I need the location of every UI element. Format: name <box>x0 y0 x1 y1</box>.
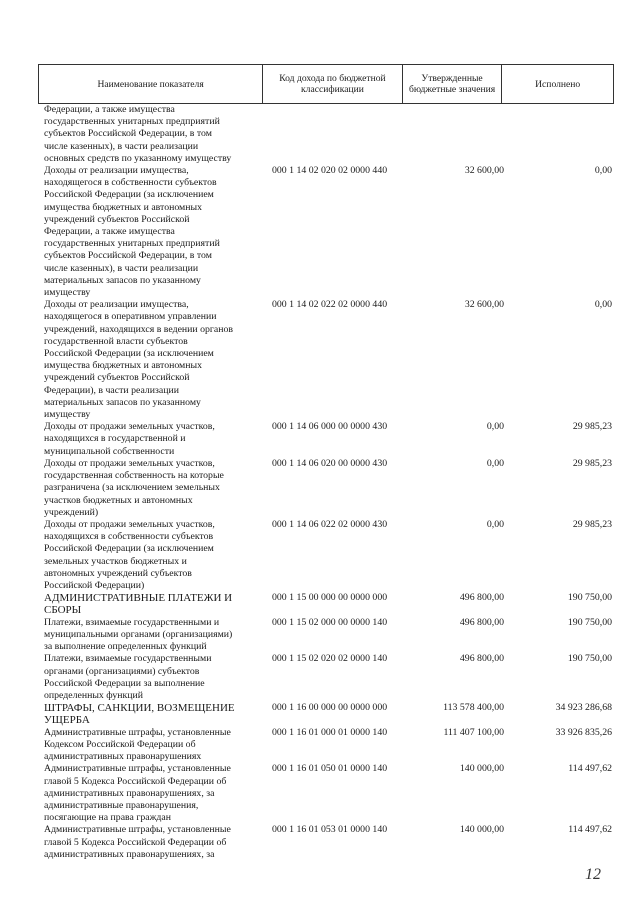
table-row <box>44 165 614 299</box>
row-code: 000 1 16 01 050 01 0000 140 <box>272 763 388 775</box>
row-name: Доходы от реализации имущества, находящегося в собственности субъектов Российской Федерации (за исключением имущества бюджетных и автономных учреждений субъектов Российской Федерации, а также имущества государственных унитарных предприятий субъектов Российской Федерации, в том числе казенных), в части реализации материальных запасов по указанному имуществу <box>44 165 220 299</box>
row-executed: 114 497,62 <box>568 763 612 775</box>
row-executed: 0,00 <box>594 299 612 311</box>
row-code: 000 1 14 06 022 02 0000 430 <box>272 518 388 530</box>
row-executed: 34 923 286,68 <box>555 702 612 714</box>
table-row <box>44 702 614 727</box>
row-code: 000 1 16 01 053 01 0000 140 <box>272 824 388 836</box>
row-approved: 113 578 400,00 <box>443 702 504 714</box>
row-approved: 496 800,00 <box>459 592 504 604</box>
row-approved: 496 800,00 <box>459 653 504 665</box>
row-approved: 0,00 <box>486 518 504 530</box>
row-name: Доходы от продажи земельных участков, находящихся в собственности субъектов Российской Федерации (за исключением земельных участков бюджетных и автономных учреждений субъектов Российской Федерации) <box>44 518 215 591</box>
table-body <box>44 104 614 861</box>
row-name: Административные штрафы, установленные Кодексом Российской Федерации об административных правонарушениях <box>44 726 231 763</box>
row-name: Административные штрафы, установленные главой 5 Кодекса Российской Федерации об административных правонарушениях, за административные правонарушения, посягающие на права граждан <box>44 763 231 824</box>
row-approved: 32 600,00 <box>464 165 504 177</box>
header-name: Наименование показателя <box>97 78 204 90</box>
table-row <box>44 824 614 861</box>
row-name: Административные штрафы, установленные главой 5 Кодекса Российской Федерации об административных правонарушениях, за <box>44 824 231 860</box>
page-number: 12 <box>585 866 601 883</box>
table-row <box>44 617 614 654</box>
row-code: 000 1 15 02 000 00 0000 140 <box>272 616 388 628</box>
table-row <box>44 104 614 165</box>
row-executed: 190 750,00 <box>567 653 612 665</box>
row-approved: 496 800,00 <box>459 616 504 628</box>
table-row <box>44 421 614 458</box>
table-row <box>44 458 614 519</box>
row-code: 000 1 14 06 020 00 0000 430 <box>272 457 388 469</box>
row-approved: 0,00 <box>486 421 504 433</box>
table-row <box>44 299 614 421</box>
table-row <box>44 592 614 617</box>
table-row <box>44 763 614 824</box>
row-code: 000 1 15 00 000 00 0000 000 <box>272 592 388 604</box>
row-code: 000 1 14 06 000 00 0000 430 <box>272 421 388 433</box>
row-name: ШТРАФЫ, САНКЦИИ, ВОЗМЕЩЕНИЕ УЩЕРБА <box>44 702 235 727</box>
row-name: Доходы от продажи земельных участков, государственная собственность на которые разграничена (за исключением земельных участков бюджетных и автономных учреждений) <box>44 457 224 518</box>
row-executed: 29 985,23 <box>572 421 612 433</box>
row-executed: 29 985,23 <box>572 518 612 530</box>
header-approved: Утвержденные бюджетные значения <box>402 65 502 103</box>
row-executed: 0,00 <box>594 165 612 177</box>
table-row <box>44 727 614 764</box>
row-name: Федерации, а также имущества государственных унитарных предприятий субъектов Российской Федерации, в том числе казенных), в части реализации основных средств по указанному имуществу <box>44 104 232 164</box>
row-approved: 140 000,00 <box>459 763 504 775</box>
row-name: Платежи, взимаемые государственными органами (организациями) субъектов Российской Федерации за выполнение определенных функций <box>44 653 212 701</box>
header-executed: Исполнено <box>501 65 613 103</box>
row-name: АДМИНИСТРАТИВНЫЕ ПЛАТЕЖИ И СБОРЫ <box>44 592 233 617</box>
row-executed: 114 497,62 <box>568 824 612 836</box>
header-code: Код дохода по бюджетной классификации <box>262 65 402 103</box>
row-code: 000 1 14 02 020 02 0000 440 <box>272 165 388 177</box>
row-code: 000 1 14 02 022 02 0000 440 <box>272 299 388 311</box>
row-code: 000 1 16 00 000 00 0000 000 <box>272 702 388 714</box>
table-header <box>38 64 614 104</box>
row-name: Платежи, взимаемые государственными и муниципальными органами (организациями) за выполнение определенных функций <box>44 616 233 653</box>
row-approved: 32 600,00 <box>464 299 504 311</box>
table-row <box>44 653 614 702</box>
row-approved: 140 000,00 <box>459 824 504 836</box>
row-code: 000 1 16 01 000 01 0000 140 <box>272 726 388 738</box>
row-name: Доходы от продажи земельных участков, находящихся в государственной и муниципальной собственности <box>44 421 215 457</box>
row-name: Доходы от реализации имущества, находящегося в оперативном управлении учреждений, находящихся в ведении органов государственной власти субъектов Российской Федерации (за исключением имущества бюджетных и автономных учреждений субъектов Российской Федерации), в части реализации материальных запасов по указанному имуществу <box>44 299 234 421</box>
row-approved: 111 407 100,00 <box>443 726 504 738</box>
row-executed: 190 750,00 <box>567 592 612 604</box>
row-code: 000 1 15 02 020 02 0000 140 <box>272 653 388 665</box>
table-row <box>44 519 614 592</box>
row-executed: 33 926 835,26 <box>555 726 612 738</box>
row-executed: 190 750,00 <box>567 616 612 628</box>
row-approved: 0,00 <box>486 457 504 469</box>
row-executed: 29 985,23 <box>572 457 612 469</box>
